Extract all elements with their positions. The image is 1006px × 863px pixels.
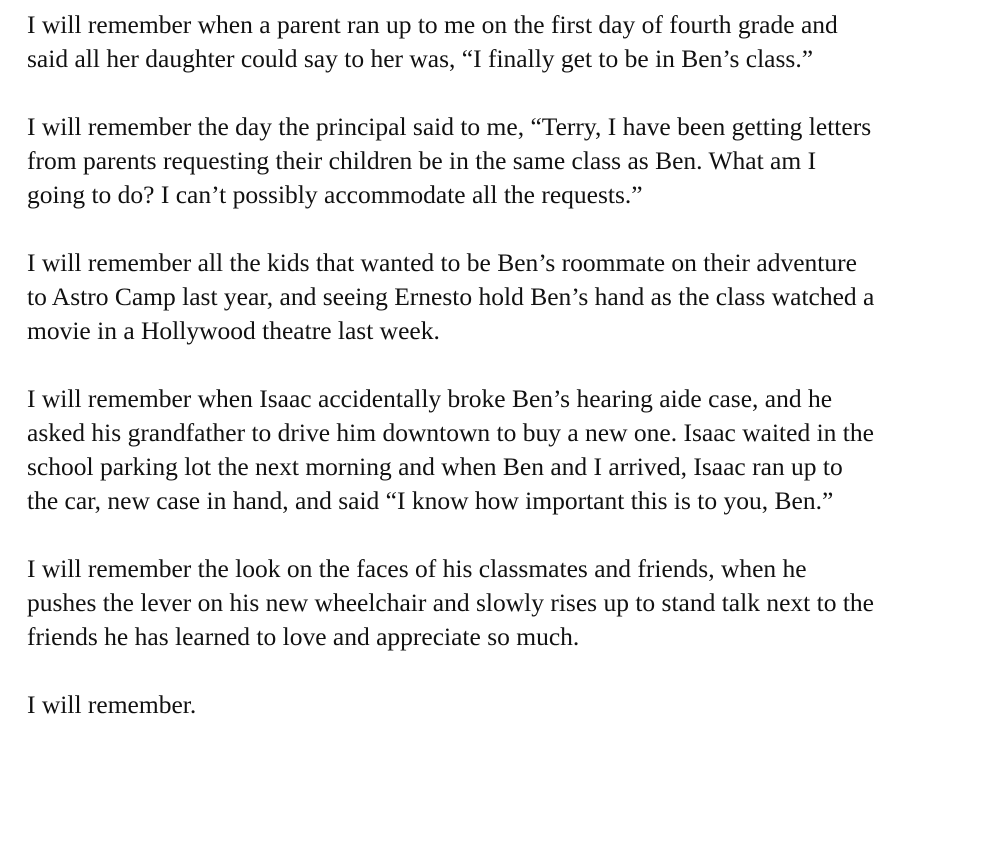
text-line: asked his grandfather to drive him downtown to buy a new one. Isaac waited in the (27, 418, 874, 447)
paragraph-2 (27, 110, 987, 212)
text-line: I will remember the day the principal said to me, “Terry, I have been getting letters (27, 112, 872, 141)
paragraph-1 (27, 8, 987, 76)
text-line: going to do? I can’t possibly accommodate all the requests.” (27, 180, 643, 209)
paragraph-6 (27, 688, 987, 722)
paragraph-3 (27, 246, 987, 348)
text-line: school parking lot the next morning and when Ben and I arrived, Isaac ran up to (27, 452, 843, 481)
text-line: I will remember when Isaac accidentally broke Ben’s hearing aide case, and he (27, 384, 833, 413)
text-line: I will remember the look on the faces of his classmates and friends, when he (27, 554, 807, 583)
text-line: I will remember all the kids that wanted to be Ben’s roommate on their adventure (27, 248, 857, 277)
text-line: I will remember. (27, 690, 197, 719)
text-line: said all her daughter could say to her was, “I finally get to be in Ben’s class.” (27, 44, 814, 73)
text-line: from parents requesting their children be in the same class as Ben. What am I (27, 146, 817, 175)
document-body (27, 8, 987, 756)
paragraph-5 (27, 552, 987, 654)
text-line: friends he has learned to love and appreciate so much. (27, 622, 580, 651)
text-line: pushes the lever on his new wheelchair and slowly rises up to stand talk next to the (27, 588, 874, 617)
text-line: I will remember when a parent ran up to me on the first day of fourth grade and (27, 10, 838, 39)
text-line: movie in a Hollywood theatre last week. (27, 316, 440, 345)
paragraph-4 (27, 382, 987, 518)
text-line: the car, new case in hand, and said “I know how important this is to you, Ben.” (27, 486, 834, 515)
text-line: to Astro Camp last year, and seeing Ernesto hold Ben’s hand as the class watched a (27, 282, 875, 311)
